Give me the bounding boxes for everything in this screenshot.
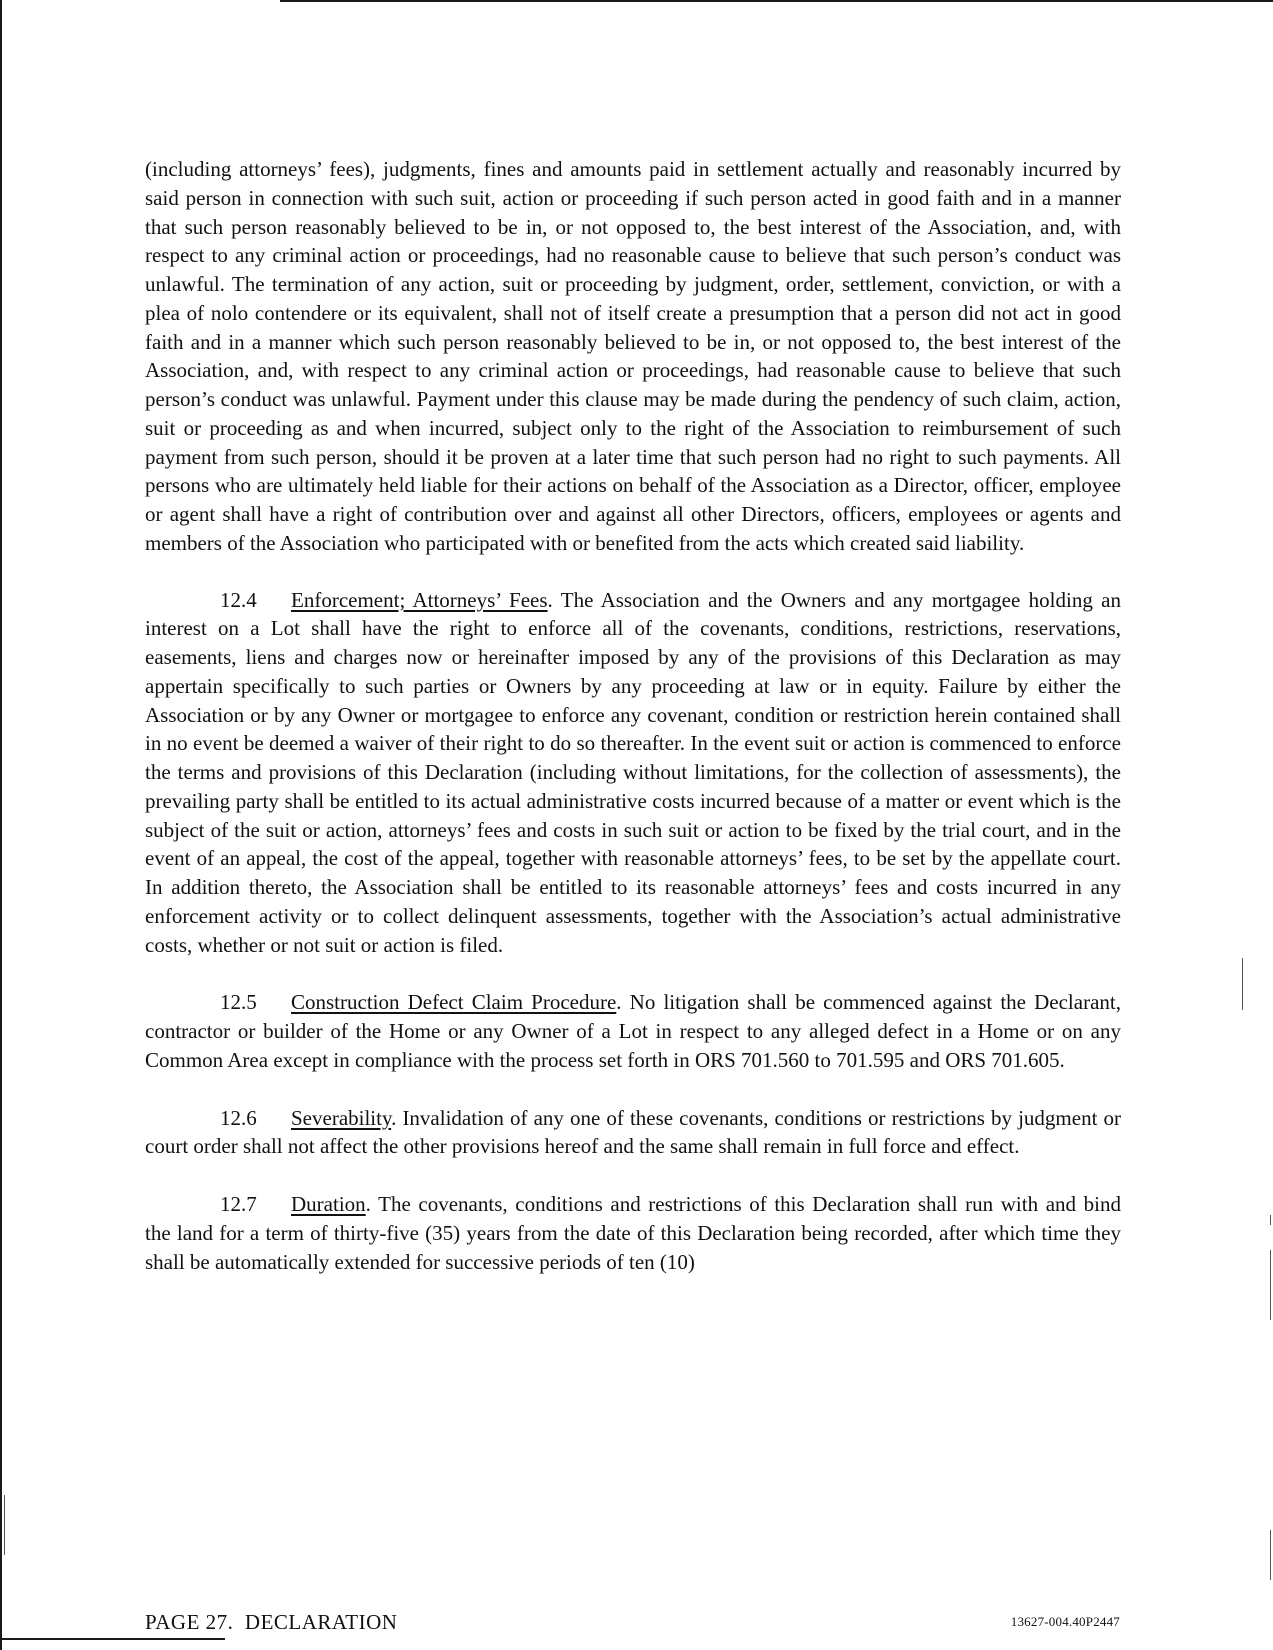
section-text: . The Association and the Owners and any mortgagee holding an interest on a Lot shall have the right to enforce all of the covenants, conditions, restrictions, reservations, easements, liens and charges now or hereinafter imposed by any of the provisions of this Declaration as may appertain specifically to such parties or Owners by any proceeding at law or in equity. Failure by either the Association or by any Owner or mortgagee to enforce any covenant, condition or restriction herein contained shall in no event be deemed a waiver of their right to do so thereafter. In the event suit or action is commenced to enforce the terms and provisions of this Declaration (including without limitations, for the collection of assessments), the prevailing party shall be entitled to its actual administrative costs incurred because of a matter or event which is the subject of the suit or action, attorneys’ fees and costs in such suit or action to be fixed by the trial court, and in the event of an appeal, the cost of the appeal, together with reasonable attorneys’ fees, to be set by the appellate court. In addition thereto, the Association shall be entitled to its reasonable attorneys’ fees and costs incurred in any enforcement activity or to collect delinquent assessments, together with the Association’s actual administrative costs, whether or not suit or action is filed. <box>145 587 1121 957</box>
section-number: 12.7 <box>220 1192 257 1216</box>
scan-edge-left <box>0 0 2 1650</box>
scan-mark <box>1270 1530 1271 1580</box>
section-number: 12.5 <box>220 990 257 1015</box>
footer-page-label: PAGE 27. DECLARATION <box>145 1610 398 1634</box>
section-text: . Invalidation of any one of these covenants, conditions or restrictions by judgment or court order shall not affect the other provisions hereof and the same shall remain in full force and effect. <box>145 1105 1121 1159</box>
section-12-5 <box>145 988 1121 1074</box>
section-text: . The covenants, conditions and restrictions of this Declaration shall run with and bind the land for a term of thirty-five (35) years from the date of this Declaration being recorded, after which time they shall be automatically extended for successive periods of ten (10) <box>145 1192 1121 1274</box>
section-12-4 <box>145 586 1121 960</box>
section-number: 12.4 <box>220 587 257 612</box>
section-heading: Construction Defect Claim Procedure <box>291 990 617 1015</box>
scan-edge-top <box>280 0 1273 2</box>
section-heading: Duration <box>291 1192 366 1216</box>
footer-doc-id: 13627-004.40P2447 <box>1010 1614 1120 1629</box>
section-number: 12.6 <box>220 1105 257 1130</box>
section-heading: Severability <box>291 1105 392 1130</box>
section-heading: Enforcement; Attorneys’ Fees <box>291 587 548 612</box>
section-12-6 <box>145 1104 1121 1162</box>
document-body <box>145 155 1121 1276</box>
section-12-7 <box>145 1190 1121 1276</box>
paragraph-continuation: (including attorneys’ fees), judgments, fines and amounts paid in settlement actually and reasonably incurred by said person in connection with such suit, action or proceeding if such person acted in good faith and in a manner that such person reasonably believed to be in, or not opposed to, the best interest of the Association, and, with respect to any criminal action or proceedings, had no reasonable cause to believe that such person’s conduct was unlawful. The termination of any action, suit or proceeding by judgment, order, settlement, conviction, or with a plea of nolo contendere or its equivalent, shall not of itself create a presumption that a person did not act in good faith and in a manner which such person reasonably believed to be in, or not opposed to, the best interest of the Association, and, with respect to any criminal action or proceedings, had reasonable cause to believe that such person’s conduct was unlawful. Payment under this clause may be made during the pendency of such claim, action, suit or proceeding as and when incurred, subject only to the right of the Association to reimbursement of such payment from such person, should it be proven at a later time that such person had no right to such payments. All persons who are ultimately held liable for their actions on behalf of the Association as a Director, officer, employee or agent shall have a right of contribution over and against all other Directors, officers, employees or agents and members of the Association who participated with or benefited from the acts which created said liability. <box>145 157 1121 555</box>
scan-mark <box>1270 1215 1271 1225</box>
scan-mark <box>1242 958 1243 1010</box>
scan-mark <box>1270 1250 1271 1320</box>
scan-edge-bottom <box>0 1638 225 1640</box>
section-text: . No litigation shall be commenced against the Declarant, contractor or builder of the Home or any Owner of a Lot in respect to any alleged defect in a Home or on any Common Area except in compliance with the process set forth in ORS 701.560 to 701.595 and ORS 701.605. <box>145 990 1121 1072</box>
scan-mark <box>4 1495 5 1555</box>
